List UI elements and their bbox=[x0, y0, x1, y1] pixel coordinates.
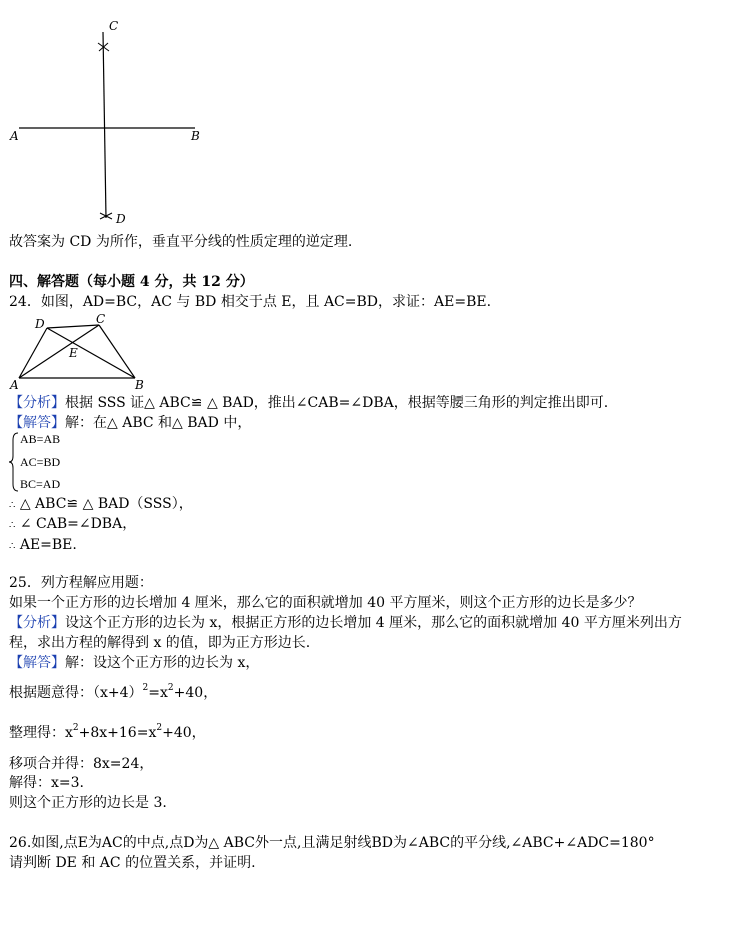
segment-bd bbox=[47, 328, 135, 378]
analysis-text: 根据 SSS 证△ ABC≌ △ BAD，推出∠CAB=∠DBA，根据等腰三角形的判定推出即可. bbox=[65, 395, 609, 411]
q24-step3: ∴ AE=BE. bbox=[9, 537, 77, 553]
analysis-tag: 【分析】 bbox=[9, 395, 65, 411]
q25-title: 25．列方程解应用题： bbox=[9, 575, 153, 591]
answer-line: 故答案为 CD 为所作，垂直平分线的性质定理的逆定理. bbox=[9, 234, 353, 250]
system-eq-3: BC=AD bbox=[20, 477, 61, 491]
therefore-symbol: ∴ bbox=[9, 541, 16, 552]
quadrilateral-figure bbox=[5, 310, 165, 392]
label-c2: C bbox=[96, 312, 106, 326]
system-eq-2: AC=BD bbox=[20, 455, 61, 469]
q25-answer: 【解答】解：设这个正方形的边长为 x， bbox=[9, 655, 260, 671]
q25-analysis-cont: 程，求出方程的解得到 x 的值，即为正方形边长. bbox=[9, 635, 311, 651]
q26-stem: 26.如图,点E为AC的中点,点D为△ ABC外一点,且满足射线BD为∠ABC的平分线,∠ABC+∠ADC=180° bbox=[9, 835, 655, 851]
label-e: E bbox=[69, 346, 78, 360]
line-cd bbox=[103, 32, 106, 218]
q24-stem: 24．如图，AD=BC，AC 与 BD 相交于点 E，且 AC=BD，求证：AE=BE. bbox=[9, 294, 492, 310]
label-a2: A bbox=[10, 378, 19, 392]
label-c: C bbox=[109, 19, 119, 33]
answer-text: 解：在△ ABC 和△ BAD 中， bbox=[65, 415, 252, 431]
perpendicular-bisector-figure bbox=[5, 10, 215, 230]
analysis-tag: 【分析】 bbox=[9, 615, 65, 631]
q24-step1: ∴ △ ABC≌ △ BAD（SSS）， bbox=[9, 496, 193, 512]
q25-step3: 移项合并得：8x=24， bbox=[9, 756, 154, 772]
q25-step5: 则这个正方形的边长是 3. bbox=[9, 795, 167, 811]
q24-step2: ∴ ∠ CAB=∠DBA， bbox=[9, 516, 137, 532]
system-eq-1: AB=AB bbox=[20, 432, 61, 446]
label-d2: D bbox=[35, 317, 45, 331]
section-heading: 四、解答题（每小题 4 分，共 12 分） bbox=[9, 274, 254, 290]
segment-dc bbox=[47, 325, 99, 328]
q25-eq1: 根据题意得：$(x+4)^2=x^2+40$， bbox=[9, 683, 218, 701]
segment-bc bbox=[99, 325, 135, 378]
segment-ad bbox=[19, 328, 47, 378]
label-b: B bbox=[191, 129, 200, 143]
therefore-symbol: ∴ bbox=[9, 500, 16, 511]
q24-analysis bbox=[9, 394, 608, 412]
therefore-symbol: ∴ bbox=[9, 520, 16, 531]
q25-eq2: 整理得：$x^2+8x+16=x^2+40$， bbox=[9, 723, 206, 741]
q24-answer bbox=[9, 414, 251, 432]
q26-stem-cont: 请判断 DE 和 AC 的位置关系，并证明. bbox=[9, 855, 256, 871]
q25-step4: 解得：x=3. bbox=[9, 775, 84, 791]
label-d: D bbox=[116, 212, 126, 226]
q25-stem: 如果一个正方形的边长增加 4 厘米，那么它的面积就增加 40 平方厘米，则这个正方形的边长是多少？ bbox=[9, 595, 642, 611]
answer-tag: 【解答】 bbox=[9, 415, 65, 431]
answer-tag: 【解答】 bbox=[9, 655, 65, 671]
segment-ac bbox=[19, 325, 99, 378]
label-b2: B bbox=[135, 378, 144, 392]
q25-analysis: 【分析】设这个正方形的边长为 x，根据正方形的边长增加 4 厘米，那么它的面积就增加 40 平方厘米列出方 bbox=[9, 615, 682, 631]
label-a: A bbox=[10, 129, 19, 143]
